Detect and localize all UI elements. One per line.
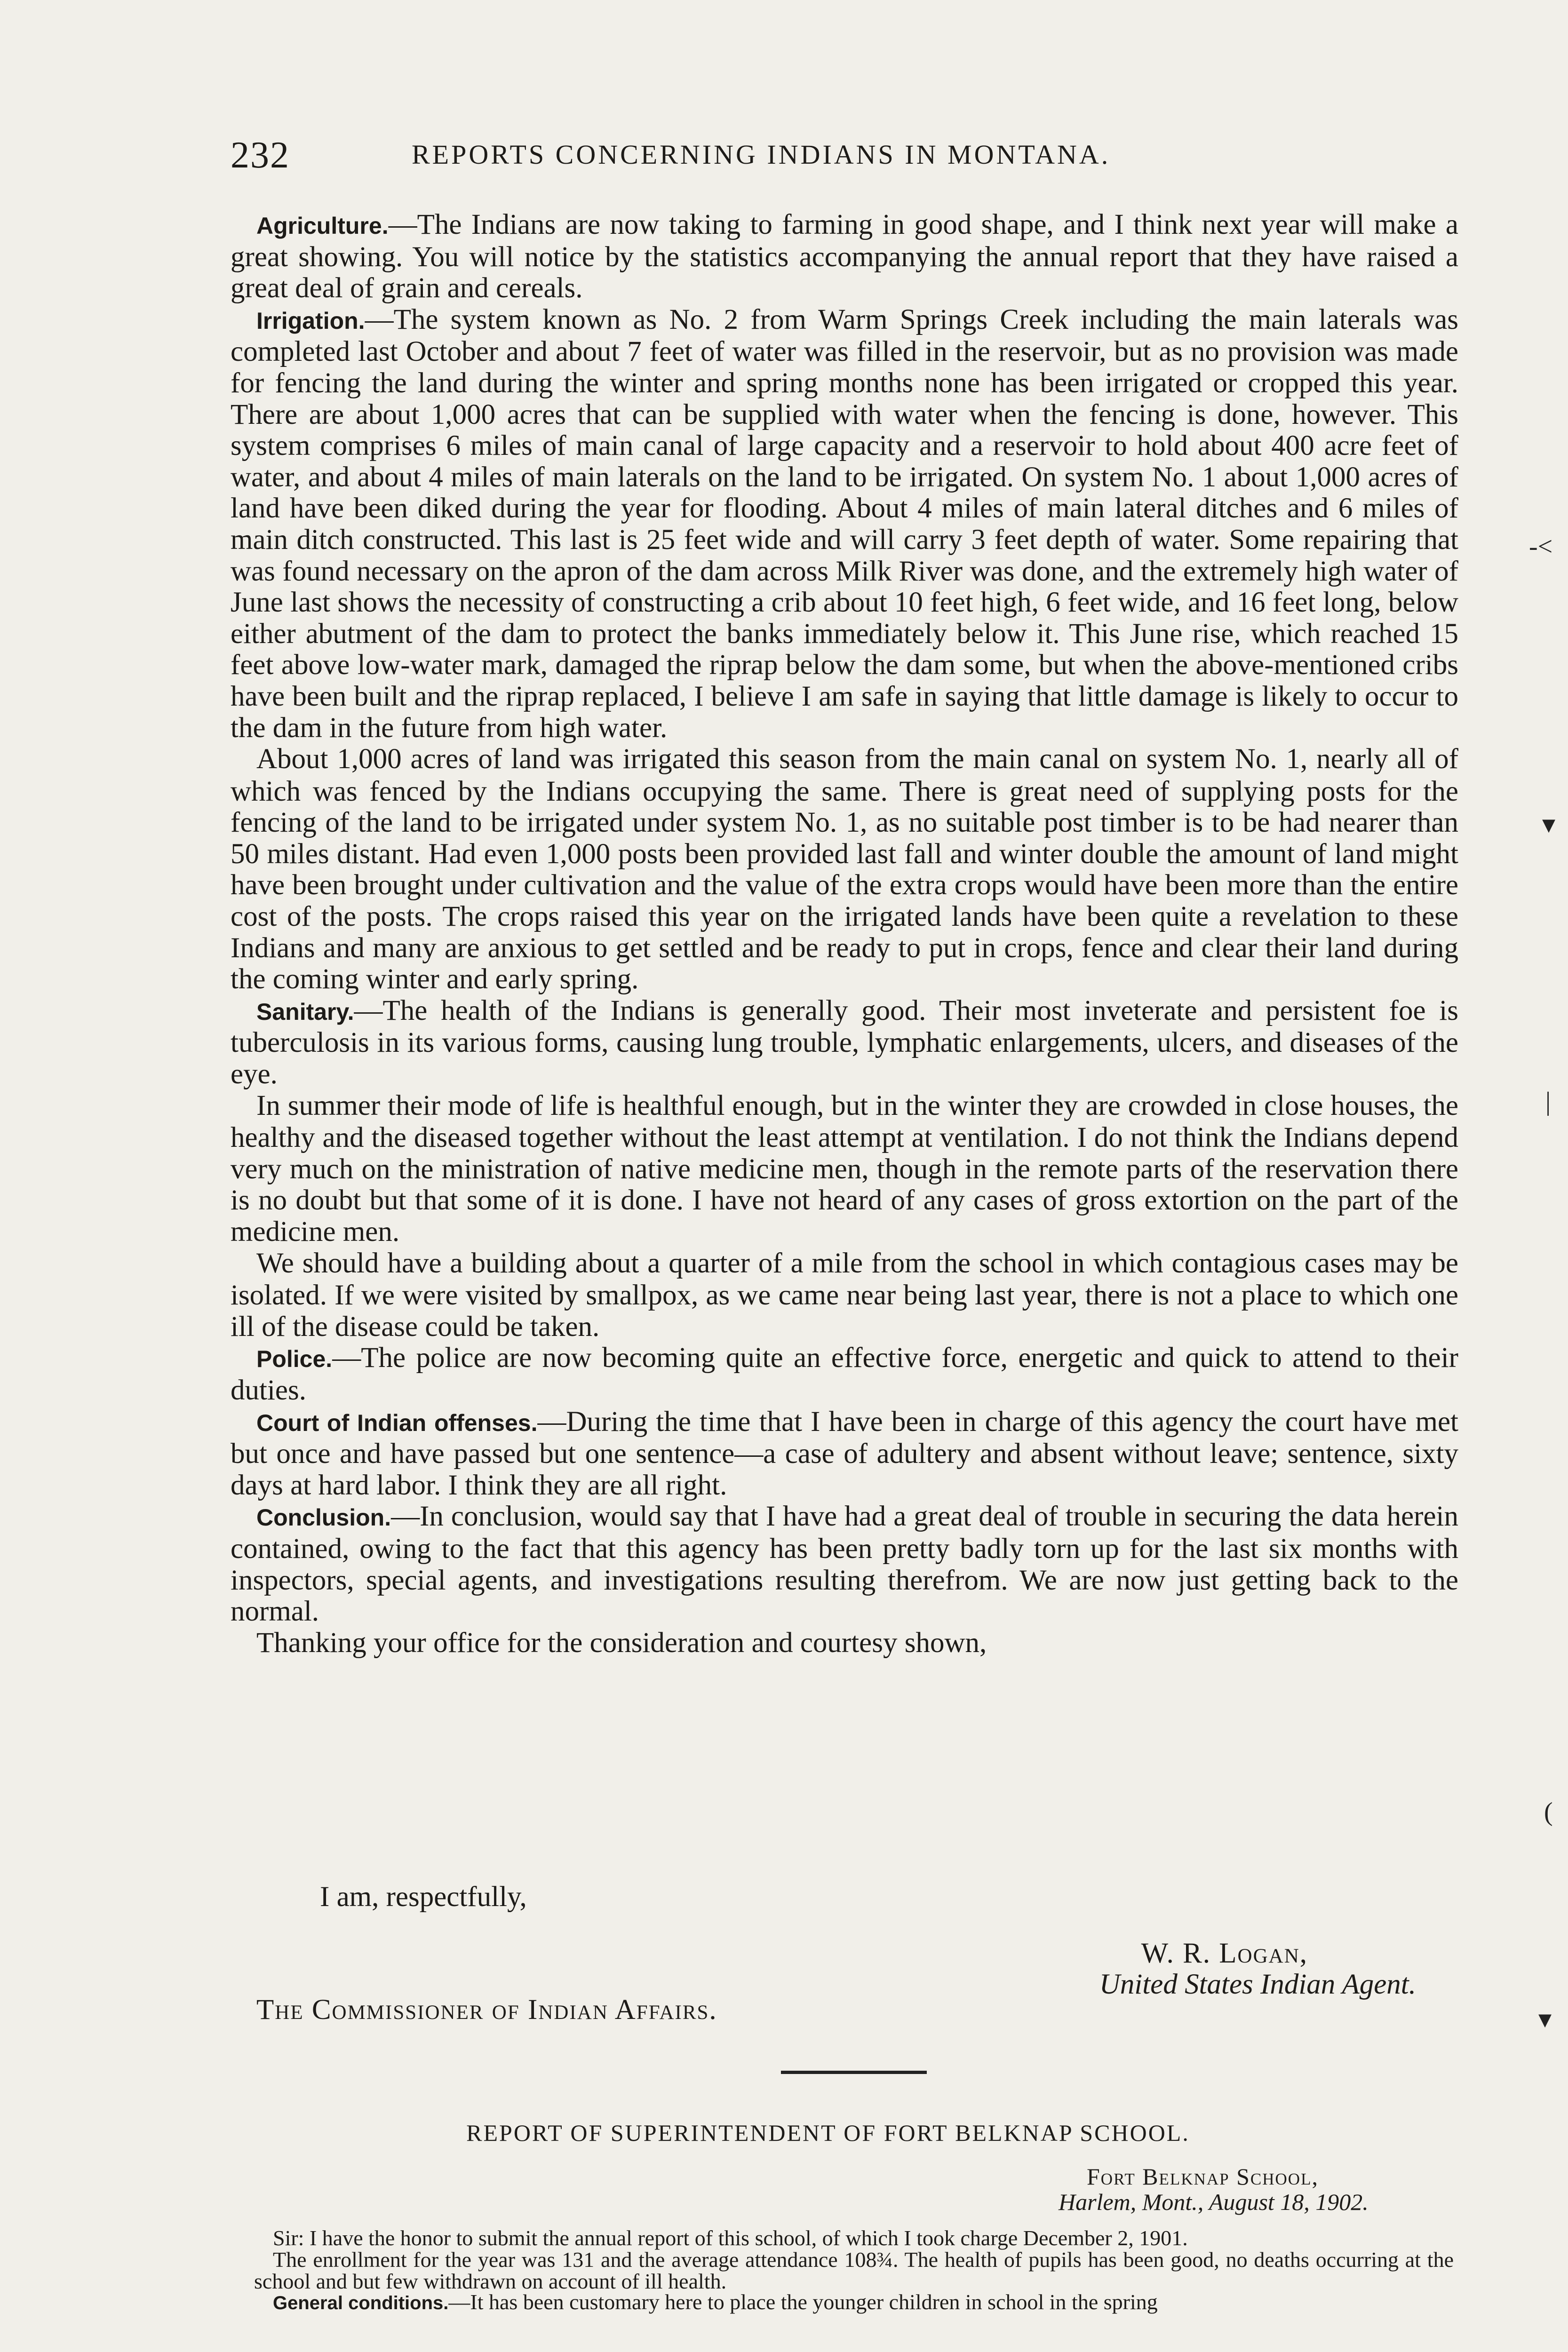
margin-mark: -< bbox=[1529, 532, 1553, 561]
section-lead: Court of Indian offenses. bbox=[256, 1409, 538, 1436]
paragraph bbox=[231, 1501, 1458, 1627]
margin-mark: ( bbox=[1544, 1797, 1553, 1827]
paragraph-text: About 1,000 acres of land was irrigated this season from the main canal on system No. 1, nearly all of which was fenced by the Indians occupying the same. There is great need of supplying posts for the fencing of the land to be irrigated under system No. 1, as no suitable post timber is to be had nearer than 50 miles distant. Had even 1,000 posts been provided last fall and winter double the amount of land might have been brought under cultivation and the value of the extra crops would have been more than the entire cost of the posts. The crops raised this year on the irrigated lands have been quite a revelation to these Indians and many are anxious to get settled and be ready to put in crops, fence and clear their land during the coming winter and early spring. bbox=[231, 743, 1458, 995]
paragraph-text: —It has been customary here to place the younger children in school in the spring bbox=[448, 2290, 1158, 2314]
school-report-body bbox=[254, 2228, 1454, 2313]
section-lead: Irrigation. bbox=[256, 307, 365, 334]
paragraph bbox=[254, 2228, 1454, 2249]
paragraph-text: —The health of the Indians is generally good. Their most inveterate and persistent foe is tuberculosis in its various forms, causing lung trouble, lymphatic enlargements, ulcers, and diseases of the eye. bbox=[231, 994, 1458, 1090]
school-dateline: Harlem, Mont., August 18, 1902. bbox=[1059, 2189, 1369, 2215]
margin-mark: | bbox=[1545, 1087, 1551, 1116]
page-number: 232 bbox=[231, 135, 290, 176]
signer-title: United States Indian Agent. bbox=[1099, 1969, 1416, 2000]
paragraph-text: In summer their mode of life is healthful enough, but in the winter they are crowded in close houses, the healthy and the diseased together without the least attempt at ventilation. I do not think the Indians depend very much on the ministration of native medicine men, though in the remote parts of the reservation there is no doubt but that some of it is done. I have not heard of any cases of gross extortion on the part of the medicine men. bbox=[231, 1089, 1458, 1248]
paragraph-text: —The police are now becoming quite an effective force, energetic and quick to attend to their duties. bbox=[231, 1342, 1458, 1406]
school-dateline-block bbox=[1059, 2164, 1369, 2215]
section-lead: Police. bbox=[256, 1346, 333, 1373]
paragraph bbox=[231, 744, 1458, 995]
addressee: The Commissioner of Indian Affairs. bbox=[256, 1994, 717, 2026]
paragraph-text: Thanking your office for the consideration and courtesy shown, bbox=[256, 1627, 987, 1659]
margin-mark: ▾ bbox=[1542, 810, 1556, 839]
paragraph-text: Sir: I have the honor to submit the annual report of this school, of which I took charge December 2, 1901. bbox=[273, 2226, 1188, 2250]
page-header bbox=[231, 134, 1425, 191]
school-place: Fort Belknap School, bbox=[1087, 2163, 1319, 2190]
margin-mark: ▾ bbox=[1538, 2005, 1552, 2034]
report-body bbox=[231, 209, 1458, 1660]
paragraph bbox=[254, 2292, 1454, 2313]
paragraph bbox=[231, 995, 1458, 1090]
paragraph bbox=[231, 1343, 1458, 1406]
section-lead: General conditions. bbox=[273, 2293, 449, 2313]
running-title: REPORTS CONCERNING INDIANS IN MONTANA. bbox=[412, 139, 1111, 170]
paragraph-text: We should have a building about a quarter of a mile from the school in which contagious cases may be isolated. If we were visited by smallpox, as we came near being last year, there is not a place to which one ill of the disease could be taken. bbox=[231, 1247, 1458, 1343]
paragraph-text: —The system known as No. 2 from Warm Springs Creek including the main laterals was completed last October and about 7 feet of water was filled in the reservoir, but as no provision was made for fencing the land during the winter and spring months none has been irrigated or cropped this year. There are about 1,000 acres that can be supplied with water when the fencing is done, however. This system comprises 6 miles of main canal of large capacity and a reservoir to hold about 400 acre feet of water, and about 4 miles of main laterals on the land to be irrigated. On system No. 1 about 1,000 acres of land have been diked during the year for flooding. About 4 miles of main lateral ditches and 6 miles of main ditch constructed. This last is 25 feet wide and will carry 3 feet depth of water. Some repairing that was found necessary on the apron of the dam across Milk River was done, and the extremely high water of June last shows the necessity of constructing a crib about 10 feet high, 6 feet wide, and 16 feet long, below either abutment of the dam to protect the banks immediately below it. This June rise, which reached 15 feet above low-water mark, damaged the riprap below the dam some, but when the above-mentioned cribs have been built and the riprap replaced, I believe I am safe in saying that little damage is likely to occur to the dam in the future from high water. bbox=[231, 303, 1458, 744]
paragraph-text: —During the time that I have been in charge of this agency the court have met but once and have passed but one sentence—a case of adultery and absent without leave; sentence, sixty days at hard labor. I think they are all right. bbox=[231, 1406, 1458, 1501]
paragraph bbox=[231, 1628, 1458, 1660]
closing-block bbox=[231, 1881, 1430, 2026]
paragraph-text: —In conclusion, would say that I have had a great deal of trouble in securing the data herein contained, owing to the fact that this agency has been pretty badly torn up for the last six months with inspectors, special agents, and investigations resulting therefrom. We are now just getting back to the normal. bbox=[231, 1501, 1458, 1628]
section-divider bbox=[781, 2071, 927, 2074]
section-lead: Agriculture. bbox=[256, 213, 389, 239]
paragraph bbox=[231, 209, 1458, 304]
school-report-title: REPORT OF SUPERINTENDENT OF FORT BELKNAP SCHOOL. bbox=[466, 2120, 1190, 2146]
salutation: I am, respectfully, bbox=[320, 1881, 527, 1913]
paragraph-text: The enrollment for the year was 131 and the average attendance 108¾. The health of pupils has been good, no deaths occurring at the school and but few withdrawn on account of ill health. bbox=[254, 2248, 1454, 2293]
paragraph bbox=[231, 1090, 1458, 1248]
section-lead: Sanitary. bbox=[256, 998, 354, 1025]
signer-name: W. R. Logan, bbox=[1141, 1938, 1308, 1969]
paragraph-text: —The Indians are now taking to farming in good shape, and I think next year will make a great showing. You will notice by the statistics accompanying the annual report that they have raised a great deal of grain and cereals. bbox=[231, 209, 1458, 304]
paragraph bbox=[231, 1248, 1458, 1343]
paragraph bbox=[231, 304, 1458, 744]
section-lead: Conclusion. bbox=[256, 1504, 391, 1531]
paragraph bbox=[254, 2249, 1454, 2292]
paragraph bbox=[231, 1406, 1458, 1502]
